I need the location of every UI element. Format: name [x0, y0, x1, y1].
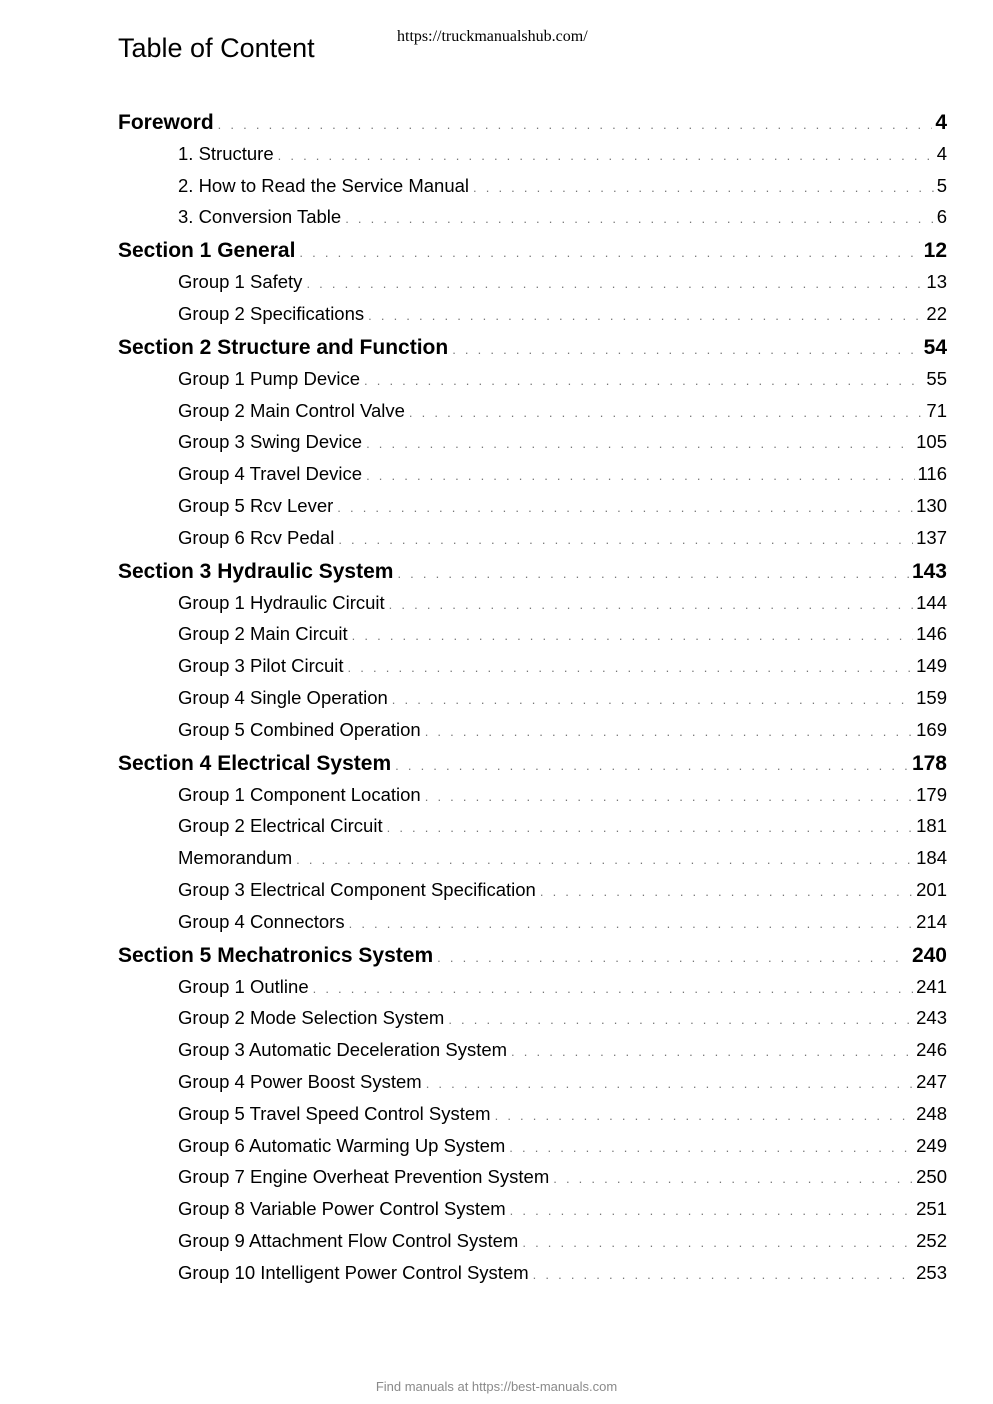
toc-entry[interactable] — [178, 592, 947, 616]
toc-entry[interactable] — [178, 1135, 947, 1159]
toc-entry-label: Foreword — [118, 111, 214, 134]
toc-entry[interactable] — [178, 847, 947, 871]
toc-entry-label: Group 6 Automatic Warming Up System — [178, 1134, 506, 1156]
toc-entry-label: 2. How to Read the Service Manual — [178, 174, 470, 196]
toc-section-entry[interactable] — [118, 944, 947, 972]
footer-text[interactable]: Find manuals at https://best-manuals.com — [375, 1379, 618, 1394]
dot-leader — [337, 500, 913, 515]
dot-leader — [452, 342, 920, 357]
toc-entry-label: Group 5 Travel Speed Control System — [178, 1102, 491, 1124]
toc-entry-label: Group 2 Main Control Valve — [178, 399, 405, 421]
toc-entry[interactable] — [178, 495, 947, 519]
toc-entry-page-number: 250 — [916, 1166, 947, 1188]
toc-entry-label: Group 4 Connectors — [178, 910, 345, 932]
toc-entry-page-number: 179 — [916, 783, 947, 805]
toc-entry-page-number: 214 — [916, 910, 947, 932]
dot-leader — [364, 373, 923, 388]
dot-leader — [313, 981, 914, 996]
toc-entry[interactable] — [178, 976, 947, 1000]
dot-leader — [511, 1044, 913, 1059]
toc-entry-page-number: 12 — [923, 239, 947, 263]
toc-entry-page-number: 178 — [911, 751, 947, 775]
toc-entry-label: Section 3 Hydraulic System — [118, 559, 394, 583]
toc-entry-page-number: 253 — [916, 1261, 947, 1283]
toc-entry-label: Group 4 Single Operation — [178, 687, 388, 708]
toc-entry-label: Group 5 Combined Operation — [178, 718, 421, 740]
toc-entry-page-number: 201 — [916, 879, 947, 900]
toc-entry-label: Group 2 Main Circuit — [178, 623, 348, 645]
toc-entry[interactable] — [178, 719, 947, 743]
toc-entry-label: Group 1 Pump Device — [178, 367, 361, 389]
toc-entry-page-number: 240 — [911, 943, 947, 967]
toc-entry-page-number: 181 — [916, 815, 947, 837]
dot-leader — [409, 405, 924, 420]
dot-leader — [510, 1203, 913, 1218]
toc-entry[interactable] — [178, 815, 947, 839]
toc-entry-label: 3. Conversion Table — [178, 206, 342, 228]
toc-entry[interactable] — [178, 784, 947, 808]
toc-entry[interactable] — [178, 303, 947, 327]
toc-entry-page-number: 252 — [916, 1230, 947, 1251]
dot-leader — [366, 468, 914, 483]
dot-leader — [426, 1076, 913, 1091]
toc-entry[interactable] — [178, 271, 947, 295]
toc-section-entry[interactable] — [118, 560, 947, 588]
toc-entry[interactable] — [178, 368, 947, 392]
toc-entry[interactable] — [178, 175, 947, 199]
dot-leader — [345, 211, 934, 226]
toc-entry-label: Group 4 Travel Device — [178, 463, 363, 485]
dot-leader — [540, 884, 913, 899]
dot-leader — [397, 566, 909, 581]
toc-entry-page-number: 251 — [916, 1198, 947, 1220]
dot-leader — [389, 597, 913, 612]
dot-leader — [278, 148, 934, 163]
dot-leader — [509, 1140, 913, 1155]
toc-entry-label: Group 1 Outline — [178, 975, 309, 997]
toc-entry-label: Group 3 Swing Device — [178, 431, 363, 453]
toc-entry[interactable] — [178, 911, 947, 935]
page-title: Table of Content — [118, 33, 315, 63]
toc-entry-label: Section 1 General — [118, 239, 296, 263]
toc-entry[interactable] — [178, 1230, 947, 1254]
dot-leader — [338, 532, 913, 547]
toc-entry-page-number: 184 — [916, 847, 947, 869]
toc-entry-label: Group 3 Pilot Circuit — [178, 655, 344, 677]
toc-entry-label: 1. Structure — [178, 142, 274, 164]
toc-entry-label: Group 4 Power Boost System — [178, 1071, 422, 1092]
dot-leader — [448, 1012, 913, 1027]
toc-entry[interactable] — [178, 527, 947, 551]
toc-entry-page-number: 241 — [916, 975, 947, 997]
toc-entry[interactable] — [178, 1007, 947, 1031]
toc-entry-label: Section 2 Structure and Function — [118, 336, 449, 359]
toc-entry-label: Group 8 Variable Power Control System — [178, 1198, 506, 1220]
toc-entry[interactable] — [178, 623, 947, 647]
toc-entry-page-number: 71 — [926, 399, 947, 421]
toc-section-entry[interactable] — [118, 336, 947, 364]
toc-entry-page-number: 22 — [926, 303, 947, 324]
toc-entry-label: Group 1 Safety — [178, 271, 303, 293]
dot-leader — [425, 724, 913, 739]
toc-entry[interactable] — [178, 463, 947, 487]
toc-entry-label: Group 2 Electrical Circuit — [178, 815, 383, 837]
dot-leader — [349, 916, 914, 931]
toc-entry-page-number: 6 — [936, 206, 947, 228]
dot-leader — [553, 1171, 913, 1186]
toc-entry-page-number: 137 — [916, 526, 947, 548]
toc-entry-label: Group 10 Intelligent Power Control System — [178, 1261, 529, 1283]
toc-entry-page-number: 105 — [916, 431, 947, 453]
dot-leader — [387, 820, 914, 835]
dot-leader — [368, 308, 923, 323]
toc-entry[interactable] — [178, 879, 947, 903]
toc-entry-page-number: 5 — [936, 174, 947, 196]
toc-entry[interactable] — [178, 1198, 947, 1222]
toc-entry[interactable] — [178, 400, 947, 424]
toc-entry-label: Group 3 Automatic Deceleration System — [178, 1039, 508, 1061]
toc-entry-label: Group 6 Rcv Pedal — [178, 526, 335, 548]
toc-section-entry[interactable] — [118, 111, 947, 139]
toc-entry-page-number: 55 — [926, 367, 947, 389]
header-url[interactable]: https://truckmanualshub.com/ — [397, 28, 588, 45]
toc-entry-page-number: 243 — [916, 1007, 947, 1029]
dot-leader — [348, 660, 914, 675]
dot-leader — [366, 436, 913, 451]
toc-section-entry[interactable] — [118, 752, 947, 780]
toc-entry-label: Memorandum — [178, 847, 293, 869]
dot-leader — [392, 692, 913, 707]
toc-section-entry[interactable] — [118, 239, 947, 267]
toc-entry[interactable] — [178, 1039, 947, 1063]
toc-entry-page-number: 169 — [916, 718, 947, 740]
dot-leader — [425, 789, 913, 804]
toc-entry[interactable] — [178, 206, 947, 230]
toc-entry-label: Group 2 Mode Selection System — [178, 1007, 445, 1029]
toc-entry-page-number: 116 — [917, 463, 947, 485]
toc-entry-label: Group 1 Hydraulic Circuit — [178, 591, 385, 613]
toc-entry[interactable] — [178, 1071, 947, 1095]
toc-entry-label: Section 5 Mechatronics System — [118, 943, 434, 967]
toc-entry-page-number: 247 — [916, 1071, 947, 1092]
toc-entry[interactable] — [178, 1103, 947, 1127]
toc-entry-label: Section 4 Electrical System — [118, 751, 392, 775]
toc-entry-page-number: 144 — [916, 591, 947, 613]
toc-entry[interactable] — [178, 1166, 947, 1190]
dot-leader — [352, 628, 913, 643]
toc-entry-page-number: 4 — [935, 111, 947, 134]
toc-entry-page-number: 249 — [916, 1134, 947, 1156]
dot-leader — [437, 950, 909, 965]
toc-entry[interactable] — [178, 655, 947, 679]
toc-entry-page-number: 248 — [916, 1102, 947, 1124]
dot-leader — [533, 1267, 913, 1282]
toc-entry-page-number: 246 — [916, 1039, 947, 1061]
toc-entry-label: Group 2 Specifications — [178, 303, 365, 324]
toc-entry-page-number: 146 — [916, 623, 947, 645]
dot-leader — [495, 1108, 914, 1123]
toc-entry-label: Group 7 Engine Overheat Prevention System — [178, 1166, 550, 1188]
dot-leader — [296, 852, 913, 867]
toc-entry[interactable] — [178, 1262, 947, 1286]
dot-leader — [522, 1235, 913, 1250]
toc-entry-page-number: 13 — [926, 271, 947, 293]
toc-entry[interactable] — [178, 143, 947, 167]
toc-entry[interactable] — [178, 687, 947, 711]
toc-entry-label: Group 5 Rcv Lever — [178, 495, 334, 516]
dot-leader — [218, 117, 933, 132]
toc-entry-page-number: 54 — [923, 336, 947, 359]
toc-entry-page-number: 130 — [916, 495, 947, 516]
dot-leader — [299, 245, 920, 260]
toc-entry-label: Group 1 Component Location — [178, 783, 421, 805]
toc-entry-label: Group 3 Electrical Component Specification — [178, 879, 536, 900]
toc-entry-page-number: 143 — [911, 559, 947, 583]
toc-entry[interactable] — [178, 431, 947, 455]
dot-leader — [473, 180, 934, 195]
toc-entry-page-number: 4 — [936, 142, 947, 164]
toc-entry-page-number: 159 — [916, 687, 947, 708]
toc-entry-page-number: 149 — [916, 655, 947, 677]
dot-leader — [306, 276, 923, 291]
toc-entry-label: Group 9 Attachment Flow Control System — [178, 1230, 519, 1251]
dot-leader — [395, 758, 909, 773]
